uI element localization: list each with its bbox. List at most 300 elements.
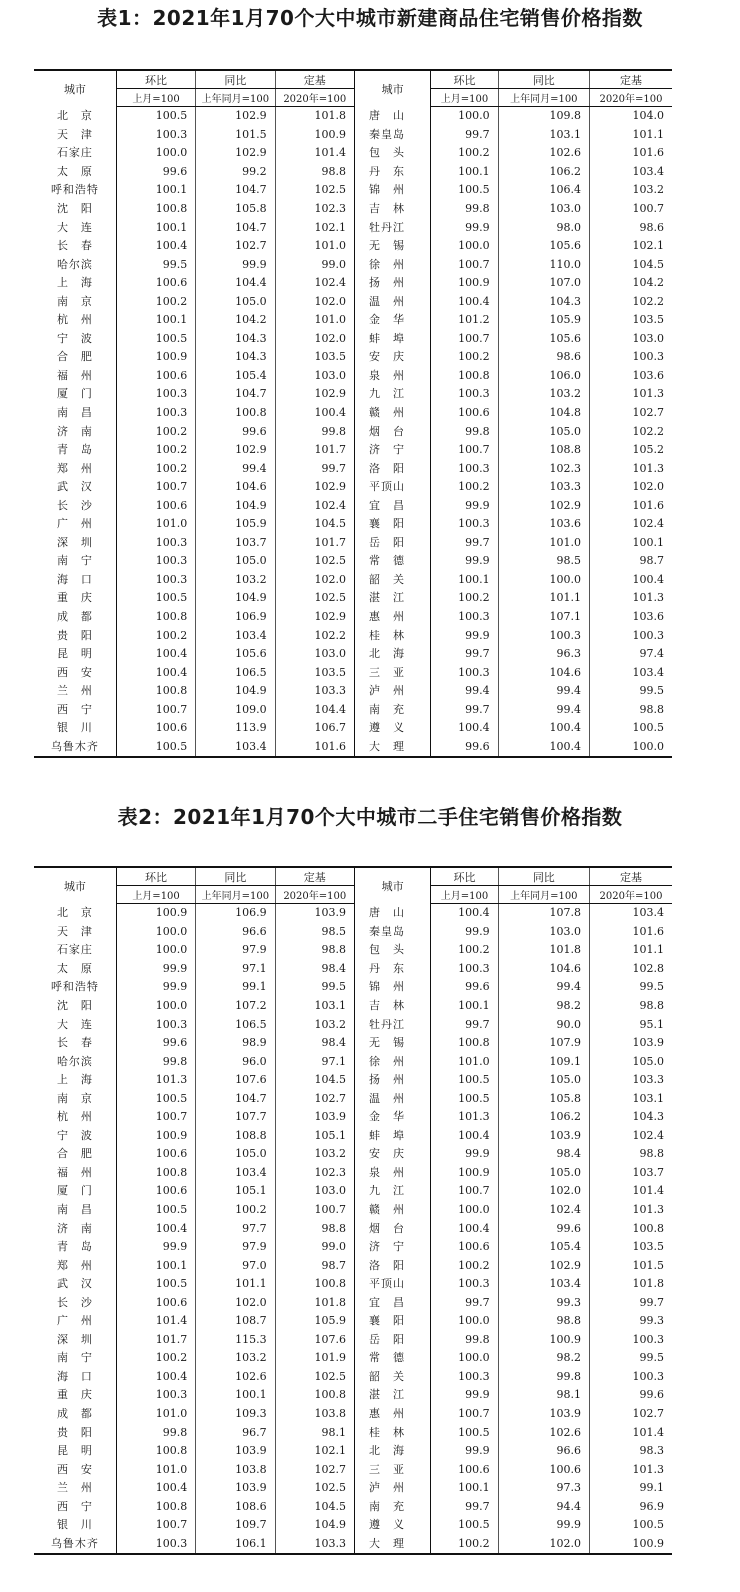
yoy-value: 102.7 [196,237,275,256]
yoy-value: 98.9 [196,1034,275,1053]
table-row [34,1275,672,1294]
base-value: 99.5 [275,978,354,997]
yoy-value: 105.1 [196,1182,275,1201]
mom-value: 100.2 [431,348,498,367]
yoy-value: 103.4 [196,626,275,645]
city-name: 宁 波 [34,330,116,349]
mom-value: 100.5 [116,738,195,758]
yoy-value: 101.1 [196,1275,275,1294]
city-name: 湛 江 [354,589,430,608]
city-name: 三 亚 [354,1460,430,1479]
mom-value: 100.5 [431,1423,498,1442]
city-name: 赣 州 [354,1201,430,1220]
city-name: 合 肥 [34,1145,116,1164]
yoy-value: 109.0 [196,701,275,720]
table-row [34,1386,672,1405]
mom-value: 100.8 [116,682,195,701]
city-name: 昆 明 [34,645,116,664]
table-row [34,1071,672,1090]
base-value: 104.0 [632,109,664,123]
city-name: 南 京 [34,292,116,311]
table-row [34,441,672,460]
table-row [34,274,672,293]
yoy-value: 103.0 [498,200,589,219]
yoy-value: 100.6 [498,1460,589,1479]
mom-value: 100.1 [116,311,195,330]
city-header: 城市 [354,867,430,904]
table-row [34,1182,672,1201]
city-name: 包 头 [354,144,430,163]
yoy-value: 104.6 [498,960,589,979]
yoy-value: 107.0 [498,274,589,293]
yoy-value: 100.9 [498,1331,589,1350]
city-name: 遵 义 [354,1516,430,1535]
city-name: 西 安 [34,663,116,682]
base-value: 103.5 [275,663,354,682]
yoy-value: 107.9 [498,1034,589,1053]
city-name: 蚌 埠 [354,1127,430,1146]
city-name: 西 安 [34,1460,116,1479]
yoy-value: 104.3 [498,292,589,311]
city-name: 遵 义 [354,719,430,738]
city-name: 扬 州 [354,1071,430,1090]
base-value: 104.3 [632,1110,664,1124]
table-row [34,1331,672,1350]
city-name: 郑 州 [34,459,116,478]
table-row [34,738,672,758]
city-name: 贵 阳 [34,626,116,645]
city-name: 丹 东 [354,163,430,182]
yoy-subheader: 上年同月=100 [498,89,589,107]
base-value: 103.0 [275,1182,354,1201]
yoy-value: 103.4 [498,1275,589,1294]
yoy-value: 106.0 [498,367,589,386]
base-value: 101.3 [632,1203,664,1217]
base-value: 102.2 [632,294,664,308]
yoy-value: 99.2 [196,163,275,182]
base-value: 102.1 [275,218,354,237]
yoy-value: 97.9 [196,1238,275,1257]
city-name: 襄 阳 [354,515,430,534]
base-subheader: 2020年=100 [275,886,354,904]
city-name: 南 昌 [34,404,116,423]
mom-value: 100.5 [116,107,195,126]
base-value: 97.4 [639,647,664,661]
new-housing-price-table [34,69,672,758]
base-value: 100.9 [590,1535,672,1555]
mom-value: 99.7 [431,1293,498,1312]
yoy-value: 103.9 [196,1442,275,1461]
table-row [34,1034,672,1053]
mom-value: 100.2 [431,144,498,163]
mom-value: 99.9 [431,1386,498,1405]
mom-value: 99.6 [116,163,195,182]
base-header: 定基 [275,70,354,89]
base-value: 101.0 [275,237,354,256]
base-value: 101.3 [632,387,664,401]
base-value: 99.0 [275,255,354,274]
mom-value: 100.0 [431,237,498,256]
base-value: 103.7 [632,1165,664,1179]
mom-value: 100.4 [116,645,195,664]
yoy-value: 106.9 [196,608,275,627]
mom-value: 100.7 [431,441,498,460]
table-row [34,1405,672,1424]
yoy-value: 103.2 [196,571,275,590]
base-value: 103.0 [632,331,664,345]
table-row [34,311,672,330]
mom-value: 100.7 [116,478,195,497]
city-name: 南 昌 [34,1201,116,1220]
mom-value: 99.8 [431,1331,498,1350]
table-row [34,997,672,1016]
city-name: 唐 山 [354,904,430,923]
mom-value: 99.6 [431,738,498,758]
city-name: 北 京 [34,904,116,923]
base-value: 100.3 [632,1369,664,1383]
city-name: 泉 州 [354,367,430,386]
mom-value: 100.3 [431,459,498,478]
yoy-header: 同比 [196,70,275,89]
table-row [34,1089,672,1108]
yoy-value: 113.9 [196,719,275,738]
mom-value: 100.6 [116,1293,195,1312]
base-value: 107.6 [275,1331,354,1350]
mom-value: 100.1 [431,997,498,1016]
yoy-value: 105.0 [498,1071,589,1090]
city-name: 烟 台 [354,422,430,441]
city-name: 秦皇岛 [354,923,430,942]
mom-header: 环比 [116,70,195,89]
table-row [34,200,672,219]
yoy-value: 104.3 [196,330,275,349]
mom-value: 100.4 [431,1219,498,1238]
base-value: 103.5 [275,348,354,367]
base-value: 105.1 [275,1127,354,1146]
mom-value: 100.0 [431,1312,498,1331]
yoy-value: 108.8 [498,441,589,460]
table-row [34,515,672,534]
mom-value: 99.6 [431,978,498,997]
mom-subheader: 上月=100 [431,886,498,904]
mom-subheader: 上月=100 [431,89,498,107]
table-row [34,1219,672,1238]
yoy-value: 99.4 [196,459,275,478]
city-name: 天 津 [34,923,116,942]
yoy-header: 同比 [498,70,589,89]
mom-value: 100.2 [116,441,195,460]
yoy-value: 104.3 [196,348,275,367]
base-value: 103.3 [275,682,354,701]
city-name: 杭 州 [34,1108,116,1127]
mom-value: 100.2 [116,1349,195,1368]
city-name: 常 德 [354,552,430,571]
yoy-value: 103.2 [498,385,589,404]
base-value: 104.5 [275,1498,354,1517]
mom-value: 100.6 [116,496,195,515]
base-value: 102.4 [275,274,354,293]
yoy-value: 102.9 [498,496,589,515]
city-name: 郑 州 [34,1256,116,1275]
yoy-value: 100.2 [196,1201,275,1220]
base-value: 103.6 [632,368,664,382]
base-value: 103.4 [632,906,664,920]
mom-value: 100.3 [431,1275,498,1294]
base-value: 102.5 [275,1368,354,1387]
city-name: 襄 阳 [354,1312,430,1331]
base-value: 102.0 [275,330,354,349]
city-name: 北 海 [354,1442,430,1461]
city-name: 沈 阳 [34,200,116,219]
yoy-value: 102.9 [196,144,275,163]
city-name: 昆 明 [34,1442,116,1461]
mom-value: 100.3 [116,1015,195,1034]
city-name: 桂 林 [354,1423,430,1442]
city-name: 大 连 [34,218,116,237]
base-value: 102.3 [275,200,354,219]
base-value: 101.5 [632,1258,664,1272]
city-name: 平顶山 [354,1275,430,1294]
city-name: 呼和浩特 [34,181,116,200]
mom-value: 99.9 [431,218,498,237]
yoy-value: 103.3 [498,478,589,497]
base-value: 102.5 [275,589,354,608]
base-value: 102.1 [632,239,664,253]
mom-value: 100.8 [431,1034,498,1053]
base-value: 105.9 [275,1312,354,1331]
city-name: 牡丹江 [354,218,430,237]
yoy-value: 96.7 [196,1423,275,1442]
city-name: 秦皇岛 [354,126,430,145]
base-value: 104.5 [275,1071,354,1090]
base-value: 101.7 [275,441,354,460]
base-value: 100.8 [632,1221,664,1235]
table-row [34,255,672,274]
mom-value: 100.5 [116,1275,195,1294]
base-value: 98.8 [275,941,354,960]
yoy-value: 105.0 [498,1164,589,1183]
table-row [34,682,672,701]
table-row [34,107,672,126]
table-row [34,534,672,553]
table-row [34,144,672,163]
yoy-value: 99.9 [196,255,275,274]
city-name: 唐 山 [354,107,430,126]
table-row [34,960,672,979]
city-name: 石家庄 [34,941,116,960]
yoy-subheader: 上年同月=100 [498,886,589,904]
table-row [34,237,672,256]
yoy-value: 102.0 [498,1535,589,1555]
mom-value: 101.3 [431,1108,498,1127]
mom-value: 100.7 [116,1516,195,1535]
mom-value: 99.7 [431,126,498,145]
city-name: 烟 台 [354,1219,430,1238]
mom-value: 99.7 [431,701,498,720]
mom-value: 99.8 [431,200,498,219]
table1-title: 表1：2021年1月70个大中城市新建商品住宅销售价格指数 [97,6,643,30]
base-value: 102.9 [275,478,354,497]
table-row [34,701,672,720]
base-value: 102.7 [632,1407,664,1421]
mom-value: 101.3 [116,1071,195,1090]
base-value: 99.7 [275,459,354,478]
table-row [34,1479,672,1498]
base-value: 102.0 [275,292,354,311]
yoy-value: 105.8 [196,200,275,219]
city-name: 泉 州 [354,1164,430,1183]
base-value: 102.9 [275,385,354,404]
city-name: 成 都 [34,1405,116,1424]
city-name: 宁 波 [34,1127,116,1146]
yoy-value: 99.6 [196,422,275,441]
base-value: 102.0 [632,480,664,494]
yoy-value: 107.7 [196,1108,275,1127]
base-value: 102.8 [632,961,664,975]
table-row [34,719,672,738]
city-name: 岳 阳 [354,534,430,553]
city-name: 南 宁 [34,552,116,571]
mom-value: 99.9 [116,960,195,979]
yoy-value: 103.9 [196,1479,275,1498]
mom-value: 100.3 [116,385,195,404]
city-name: 安 庆 [354,348,430,367]
yoy-value: 101.5 [196,126,275,145]
base-value: 101.4 [632,1184,664,1198]
mom-value: 100.3 [116,1535,195,1555]
base-value: 103.9 [275,904,354,923]
yoy-value: 106.4 [498,181,589,200]
table-row [34,589,672,608]
mom-value: 99.7 [431,1498,498,1517]
mom-value: 100.7 [431,1182,498,1201]
mom-value: 100.4 [431,292,498,311]
table-row [34,367,672,386]
base-value: 101.4 [632,1425,664,1439]
mom-value: 100.5 [431,1516,498,1535]
city-name: 哈尔滨 [34,1052,116,1071]
mom-value: 100.2 [431,589,498,608]
yoy-value: 102.3 [498,459,589,478]
city-name: 天 津 [34,126,116,145]
base-value: 102.5 [275,181,354,200]
city-name: 太 原 [34,163,116,182]
mom-value: 100.8 [116,200,195,219]
table-row [34,1460,672,1479]
base-value: 100.3 [632,628,664,642]
city-name: 杭 州 [34,311,116,330]
mom-value: 100.2 [431,1256,498,1275]
yoy-value: 98.0 [498,218,589,237]
base-value: 101.6 [632,924,664,938]
table-row [34,496,672,515]
yoy-value: 98.2 [498,1349,589,1368]
mom-value: 100.2 [431,1535,498,1555]
table-row [34,1349,672,1368]
table-row [34,292,672,311]
yoy-value: 102.6 [196,1368,275,1387]
table-row [34,459,672,478]
city-name: 沈 阳 [34,997,116,1016]
mom-value: 100.2 [116,626,195,645]
base-value: 102.2 [632,424,664,438]
table-row [34,663,672,682]
base-value: 103.6 [632,610,664,624]
mom-value: 99.9 [431,496,498,515]
base-value: 105.0 [632,1054,664,1068]
yoy-value: 96.3 [498,645,589,664]
mom-value: 100.4 [116,1368,195,1387]
base-value: 102.2 [275,626,354,645]
base-value: 98.4 [275,960,354,979]
mom-value: 100.3 [431,1368,498,1387]
base-value: 101.6 [632,146,664,160]
mom-value: 99.6 [116,1034,195,1053]
yoy-value: 101.1 [498,589,589,608]
base-value: 97.1 [275,1052,354,1071]
base-value: 102.7 [275,1089,354,1108]
yoy-value: 109.3 [196,1405,275,1424]
base-value: 98.7 [639,554,664,568]
mom-value: 99.7 [431,534,498,553]
mom-value: 100.5 [116,1201,195,1220]
mom-value: 99.9 [431,552,498,571]
table-row [34,422,672,441]
table-row [34,626,672,645]
yoy-value: 100.3 [498,626,589,645]
base-value: 98.3 [639,1444,664,1458]
mom-value: 100.4 [116,1479,195,1498]
city-name: 长 春 [34,237,116,256]
mom-value: 100.7 [116,1108,195,1127]
table-row [34,1201,672,1220]
base-value: 101.4 [275,144,354,163]
base-value: 103.9 [632,1036,664,1050]
base-value: 100.9 [275,126,354,145]
yoy-value: 108.8 [196,1127,275,1146]
table-row [34,923,672,942]
mom-value: 100.4 [116,663,195,682]
yoy-value: 103.7 [196,534,275,553]
yoy-value: 102.6 [498,1423,589,1442]
table-row [34,1238,672,1257]
city-name: 惠 州 [354,1405,430,1424]
yoy-value: 104.7 [196,181,275,200]
table-row [34,218,672,237]
base-value: 98.8 [639,702,664,716]
table-row [34,1368,672,1387]
mom-value: 100.8 [116,1442,195,1461]
city-name: 石家庄 [34,144,116,163]
mom-value: 100.6 [431,404,498,423]
yoy-value: 103.9 [498,1127,589,1146]
yoy-value: 103.4 [196,738,275,758]
base-value: 104.2 [632,276,664,290]
base-header: 定基 [590,867,672,886]
base-value: 100.8 [275,1386,354,1405]
mom-value: 100.1 [116,181,195,200]
yoy-value: 99.4 [498,682,589,701]
city-name: 温 州 [354,292,430,311]
yoy-value: 104.2 [196,311,275,330]
yoy-value: 109.8 [498,107,589,126]
yoy-value: 106.9 [196,904,275,923]
mom-value: 100.9 [431,1164,498,1183]
table-row [34,478,672,497]
table-row [34,1052,672,1071]
yoy-value: 99.4 [498,701,589,720]
base-value: 98.8 [275,163,354,182]
